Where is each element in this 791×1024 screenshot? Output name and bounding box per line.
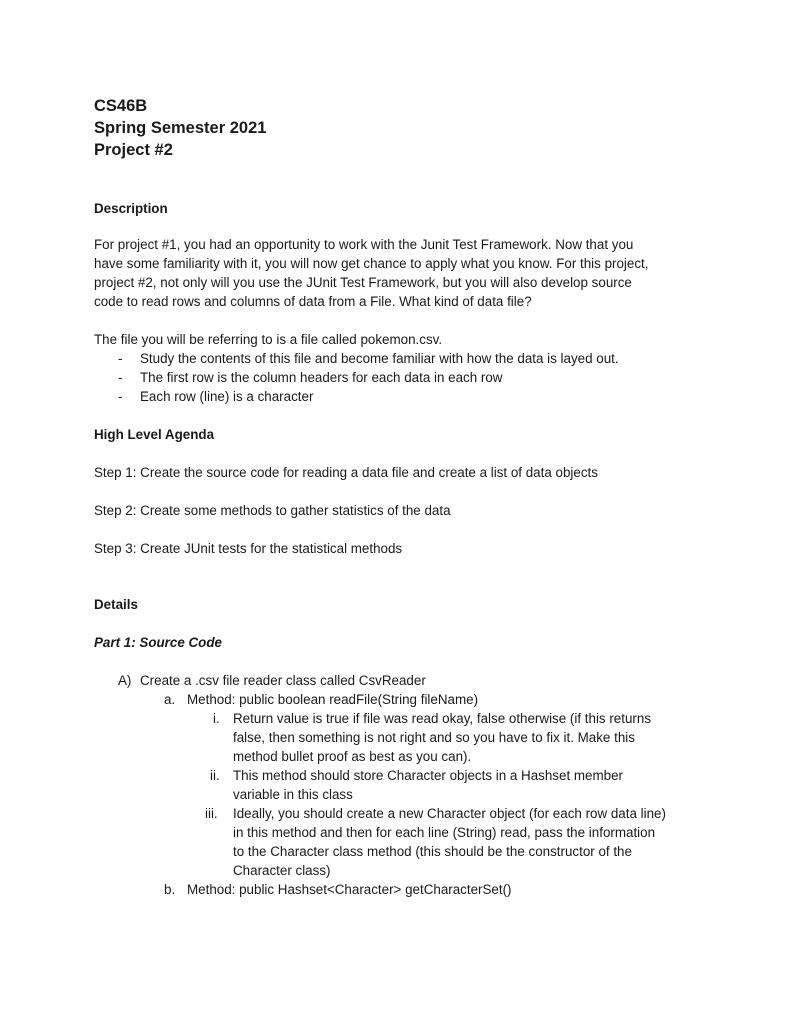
roman-marker: iii.	[205, 806, 218, 821]
description-line-2: have some familiarity with it, you will now get chance to apply what you know. For this project,	[94, 256, 649, 271]
roman-line: in this method and then for each line (String) read, pass the information	[233, 825, 656, 840]
description-line-3: project #2, not only will you use the JUnit Test Framework, but you will also develop source	[94, 275, 632, 290]
bullet-item: Study the contents of this file and become familiar with how the data is layed out.	[140, 351, 619, 366]
roman-line: false, then something is not right and so you have to fix it. Make this	[233, 730, 635, 745]
agenda-step: Step 2: Create some methods to gather statistics of the data	[94, 503, 451, 518]
description-line-4: code to read rows and columns of data from a File. What kind of data file?	[94, 294, 532, 309]
roman-line: method bullet proof as best as you can).	[233, 749, 472, 764]
agenda-heading: High Level Agenda	[94, 427, 215, 442]
file-intro: The file you will be referring to is a file called pokemon.csv.	[94, 332, 443, 347]
roman-line: Character class)	[233, 863, 331, 878]
description-line-1: For project #1, you had an opportunity to work with the Junit Test Framework. Now that you	[94, 237, 634, 252]
sub-a-text: Method: public boolean readFile(String fileName)	[187, 692, 479, 707]
item-a-text: Create a .csv file reader class called CsvReader	[140, 673, 426, 688]
bullet-item: The first row is the column headers for each data in each row	[140, 370, 503, 385]
roman-line: Ideally, you should create a new Character object (for each row data line)	[233, 806, 666, 821]
bullet-marker: -	[118, 370, 123, 385]
bullet-marker: -	[118, 351, 123, 366]
item-a-marker: A)	[118, 673, 132, 688]
roman-marker: ii.	[210, 768, 220, 783]
bullet-marker: -	[118, 389, 123, 404]
agenda-step: Step 3: Create JUnit tests for the statistical methods	[94, 541, 403, 556]
sub-a-marker: a.	[164, 692, 176, 707]
sub-b-marker: b.	[164, 882, 176, 897]
part1-heading: Part 1: Source Code	[94, 635, 222, 650]
project-title: Project #2	[94, 141, 173, 159]
roman-line: to the Character class method (this should be the constructor of the	[233, 844, 632, 859]
description-heading: Description	[94, 201, 168, 216]
agenda-step: Step 1: Create the source code for reading a data file and create a list of data objects	[94, 465, 598, 480]
bullet-item: Each row (line) is a character	[140, 389, 314, 404]
sub-b-text: Method: public Hashset<Character> getCharacterSet()	[187, 882, 512, 897]
semester-title: Spring Semester 2021	[94, 119, 267, 137]
roman-line: variable in this class	[233, 787, 353, 802]
course-code: CS46B	[94, 97, 148, 115]
roman-line: This method should store Character objects in a Hashset member	[233, 768, 623, 783]
details-heading: Details	[94, 597, 138, 612]
roman-line: Return value is true if file was read okay, false otherwise (if this returns	[233, 711, 652, 726]
roman-marker: i.	[213, 711, 220, 726]
